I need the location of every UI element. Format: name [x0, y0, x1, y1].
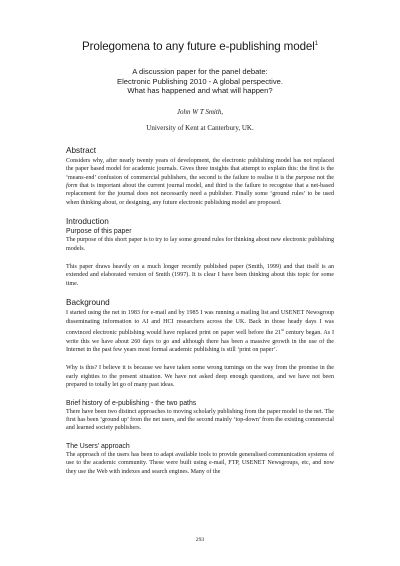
users-paragraph: The approach of the users has been to adapt available tools to provide generalised communication systems of use to the academic community. These were built using e-mail, FTP, USENET Newsgroups, etc, and now they use the Web with indexes and search engines. Many of the	[66, 451, 334, 475]
users-heading: The Users’ approach	[66, 442, 130, 450]
abstract-paragraph	[66, 157, 334, 207]
background-heading: Background	[66, 298, 110, 308]
background-text-1: I started using the net in 1983 for e-mail and by 1985 I was running a mailing list and USENET Newsgroup disseminating information to AI and HCI researchers across the UK. Back in those heady days I was convinced electronic publishing would have replaced print on paper well before the 21	[66, 310, 334, 337]
background-paragraph-2: Why is this? I believe it is because we have taken some wrong turnings on the way from the promise in the early eighties to the present situation. We have not asked deep enough questions, and we have not been prepared to totally let go of many past ideas.	[66, 365, 334, 389]
history-paragraph: There have been two distinct approaches to moving scholarly publishing from the paper model to the net. The first has been ‘ground up’ from the net users, and the second mainly ‘top-down’ from the existing commercial and learned society publishers.	[66, 408, 334, 432]
subtitle-line-1: A discussion paper for the panel debate:	[132, 67, 268, 76]
affiliation: University of Kent at Canterbury, UK.	[146, 123, 254, 132]
background-text-2: century began. As I write this we have about 260 days to go and although there has been a massive growth in the use of the Internet in the past few years most formal academic publishing is still ‘print on paper’.	[66, 330, 334, 353]
paper-subtitle	[66, 67, 334, 96]
purpose-heading: Purpose of this paper	[66, 228, 132, 236]
background-superscript: st	[281, 327, 284, 333]
background-paragraph-1	[66, 309, 334, 354]
abstract-text-2: not the	[315, 174, 334, 181]
history-heading: Brief history of e-publishing - the two paths	[66, 399, 197, 407]
paper-title	[66, 40, 334, 53]
title-text: Prolegomena to any future e-publishing model	[81, 40, 315, 53]
abstract-text-1: Considers why, after nearly twenty years of development, the electronic publishing model has not replaced the paper based model for academic journals. Gives three insights that attempt to explain this: the first is the ‘means-end’ confusion of commercial publishers, the second is the failure to realise it is the	[66, 157, 334, 181]
abstract-text-3: that is important about the current journal model, and third is the failure to recognise that a net-based replacement for the journal does not necessarily need a publisher. Finally some ‘ground rules’ to be used when thinking about, or designing, any future electronic publishing model are proposed.	[66, 183, 334, 206]
abstract-em-purpose: purpose	[295, 174, 316, 181]
draws-paragraph: This paper draws heavily on a much longer recently published paper (Smith, 1999) and that itself is an extended and elaborated version of Smith (1997). It is clear I have been thinking about this topic for some time.	[66, 264, 334, 287]
title-footnote-marker: 1	[314, 41, 319, 48]
purpose-paragraph: The purpose of this short paper is to try to lay some ground rules for thinking about new electronic publishing models.	[66, 237, 334, 252]
page-number: 293	[195, 537, 205, 543]
subtitle-line-3: What has happened and what will happen?	[127, 86, 273, 96]
abstract-heading: Abstract	[66, 145, 97, 155]
author: John W T Smith,	[176, 107, 224, 116]
introduction-heading: Introduction	[66, 217, 109, 227]
subtitle-line-2: Electronic Publishing 2010 - A global perspective.	[117, 76, 283, 86]
abstract-em-form: form	[66, 183, 78, 189]
